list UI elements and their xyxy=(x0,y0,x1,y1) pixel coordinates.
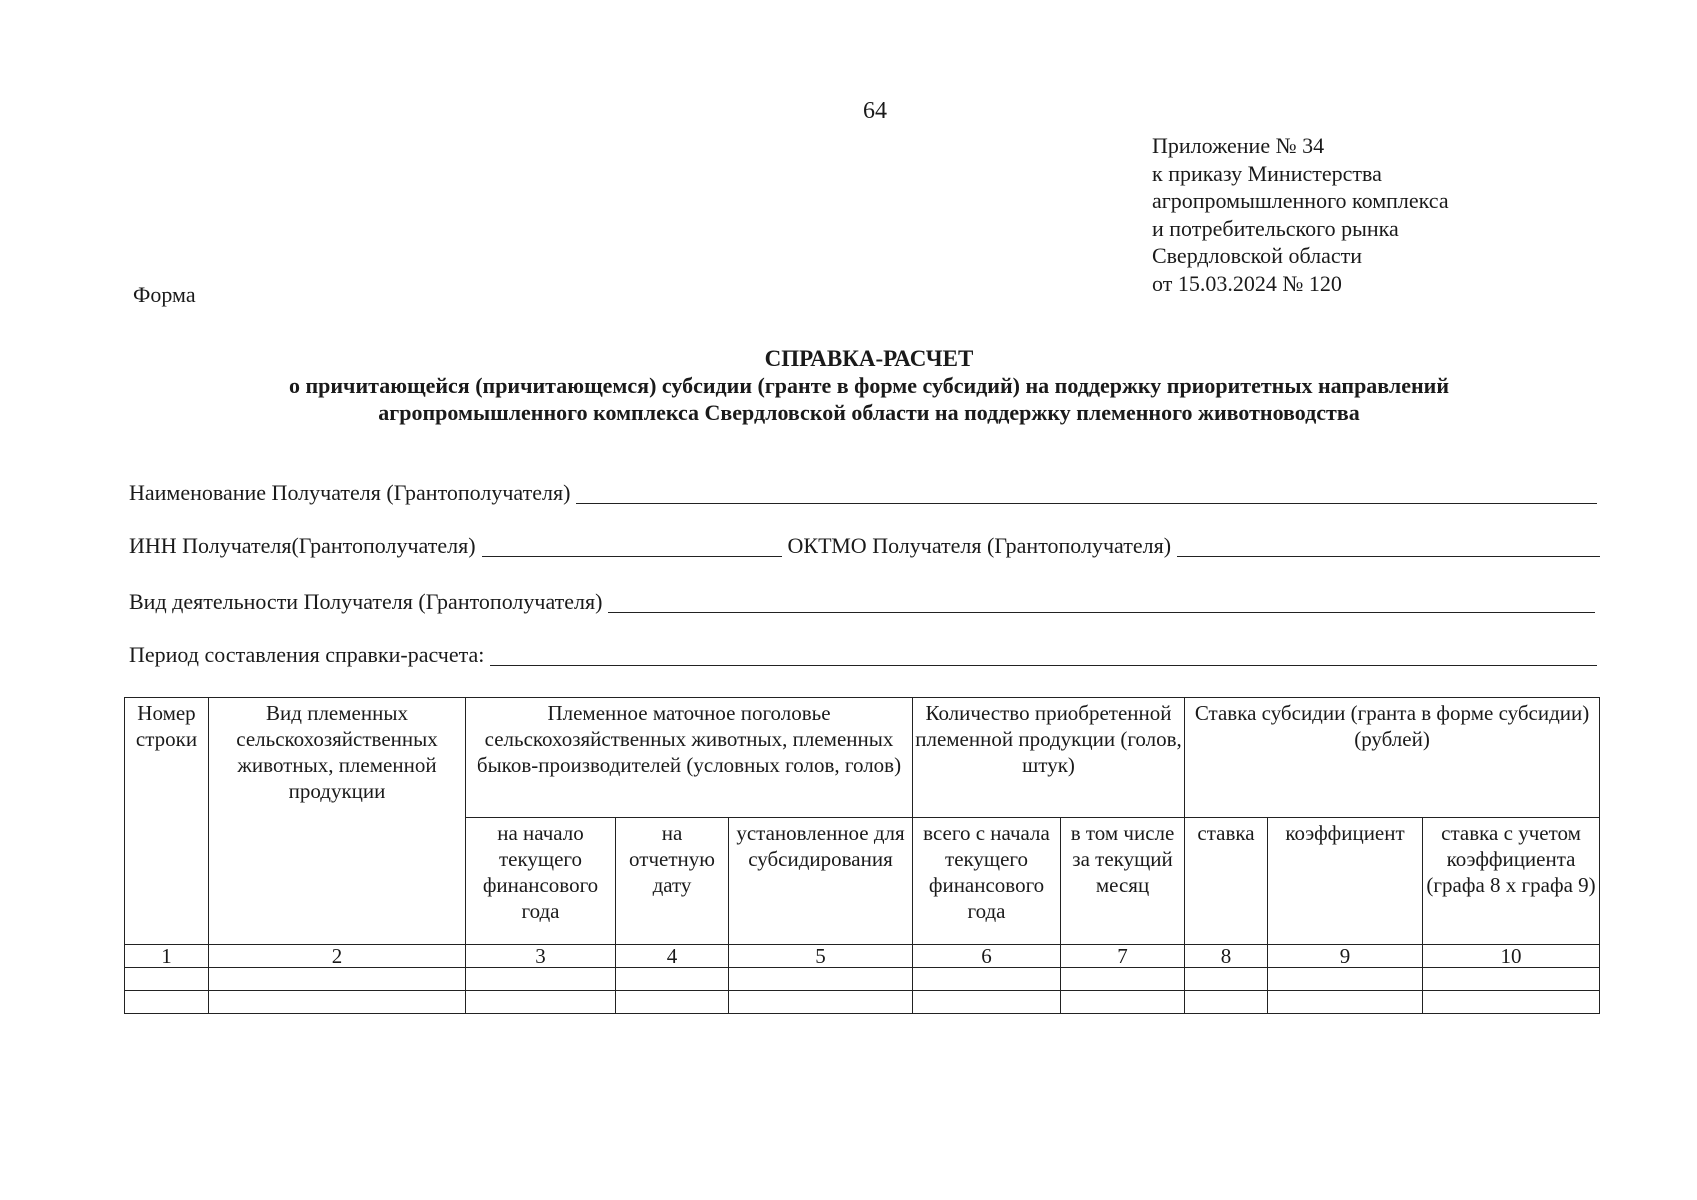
header-start-of-year: на начало текущего финансового года xyxy=(466,818,616,945)
table-cell[interactable] xyxy=(1268,991,1423,1014)
title-main: СПРАВКА-РАСЧЕТ xyxy=(764,346,974,371)
title-line-2: о причитающейся (причитающемся) субсидии (гранте в форме субсидий) на поддержку приоритетных направлений xyxy=(288,373,1450,398)
appendix-line: Свердловской области xyxy=(1152,243,1362,268)
appendix-block xyxy=(1152,132,1449,297)
header-current-month: в том числе за текущий месяц xyxy=(1061,818,1185,945)
table-cell[interactable] xyxy=(1423,991,1600,1014)
table-cell[interactable] xyxy=(209,991,466,1014)
header-type: Вид племенных сельскохозяйственных животных, племенной продукции xyxy=(209,698,466,945)
appendix-line: от 15.03.2024 № 120 xyxy=(1152,270,1342,296)
table-cell[interactable] xyxy=(729,968,913,991)
header-rate: ставка xyxy=(1185,818,1268,945)
table-cell[interactable] xyxy=(1061,968,1185,991)
column-number: 2 xyxy=(209,945,466,968)
recipient-name-label: Наименование Получателя (Грантополучателя) xyxy=(129,480,571,505)
page-number: 64 xyxy=(863,98,887,124)
table-cell[interactable] xyxy=(209,968,466,991)
table-cell[interactable] xyxy=(1061,991,1185,1014)
appendix-line: и потребительского рынка xyxy=(1152,215,1399,241)
header-rate-with-coef: ставка с учетом коэффициента (графа 8 х графа 9) xyxy=(1423,818,1600,945)
document-title xyxy=(120,345,1618,426)
table-cell[interactable] xyxy=(616,968,729,991)
activity-label: Вид деятельности Получателя (Грантополучателя) xyxy=(129,589,603,614)
table-cell[interactable] xyxy=(729,991,913,1014)
period-blank[interactable] xyxy=(490,645,1597,666)
recipient-name-field xyxy=(129,480,1597,506)
header-row-number: Номер строки xyxy=(125,698,209,945)
table-cell[interactable] xyxy=(1185,968,1268,991)
table-cell[interactable] xyxy=(1185,991,1268,1014)
period-field xyxy=(129,642,1597,668)
column-number: 7 xyxy=(1061,945,1185,968)
table-row xyxy=(125,968,1600,991)
table-cell[interactable] xyxy=(913,968,1061,991)
appendix-line: к приказу Министерства xyxy=(1152,160,1382,186)
title-line-3: агропромышленного комплекса Свердловской области на поддержку племенного животноводства xyxy=(378,400,1360,425)
activity-field xyxy=(129,589,1595,615)
period-label: Период составления справки-расчета: xyxy=(129,642,485,667)
column-number: 3 xyxy=(466,945,616,968)
table-cell[interactable] xyxy=(125,991,209,1014)
column-number: 8 xyxy=(1185,945,1268,968)
table-cell[interactable] xyxy=(125,968,209,991)
column-number: 9 xyxy=(1268,945,1423,968)
column-number: 4 xyxy=(616,945,729,968)
header-total-since-start: всего с начала текущего финансового года xyxy=(913,818,1061,945)
header-acquired-group: Количество приобретенной племенной продукции (голов, штук) xyxy=(913,698,1185,818)
oktmo-label: ОКТМО Получателя (Грантополучателя) xyxy=(787,533,1172,558)
inn-label: ИНН Получателя(Грантополучателя) xyxy=(129,533,476,558)
header-established: установленное для субсидирования xyxy=(729,818,913,945)
table-cell[interactable] xyxy=(913,991,1061,1014)
recipient-name-blank[interactable] xyxy=(576,483,1597,504)
table-cell[interactable] xyxy=(466,991,616,1014)
inn-blank[interactable] xyxy=(482,536,782,557)
appendix-line: агропромышленного комплекса xyxy=(1152,188,1449,213)
table-cell[interactable] xyxy=(466,968,616,991)
table-cell[interactable] xyxy=(1268,968,1423,991)
inn-oktmo-field xyxy=(129,533,1600,559)
column-number: 6 xyxy=(913,945,1061,968)
column-number: 5 xyxy=(729,945,913,968)
table-row xyxy=(125,991,1600,1014)
column-number: 10 xyxy=(1423,945,1600,968)
table-cell[interactable] xyxy=(616,991,729,1014)
header-coefficient: коэффициент xyxy=(1268,818,1423,945)
header-rate-group: Ставка субсидии (гранта в форме субсидии) (рублей) xyxy=(1185,698,1600,818)
oktmo-blank[interactable] xyxy=(1177,536,1600,557)
header-reporting-date: на отчетную дату xyxy=(616,818,729,945)
activity-blank[interactable] xyxy=(608,592,1595,613)
column-numbers-row xyxy=(125,945,1600,968)
header-livestock-group: Племенное маточное поголовье сельскохозяйственных животных, племенных быков-производителей (условных голов, голов) xyxy=(466,698,913,818)
calculation-table xyxy=(124,697,1600,1014)
appendix-line: Приложение № 34 xyxy=(1152,133,1325,158)
table-cell[interactable] xyxy=(1423,968,1600,991)
column-number: 1 xyxy=(125,945,209,968)
form-label: Форма xyxy=(133,282,196,307)
